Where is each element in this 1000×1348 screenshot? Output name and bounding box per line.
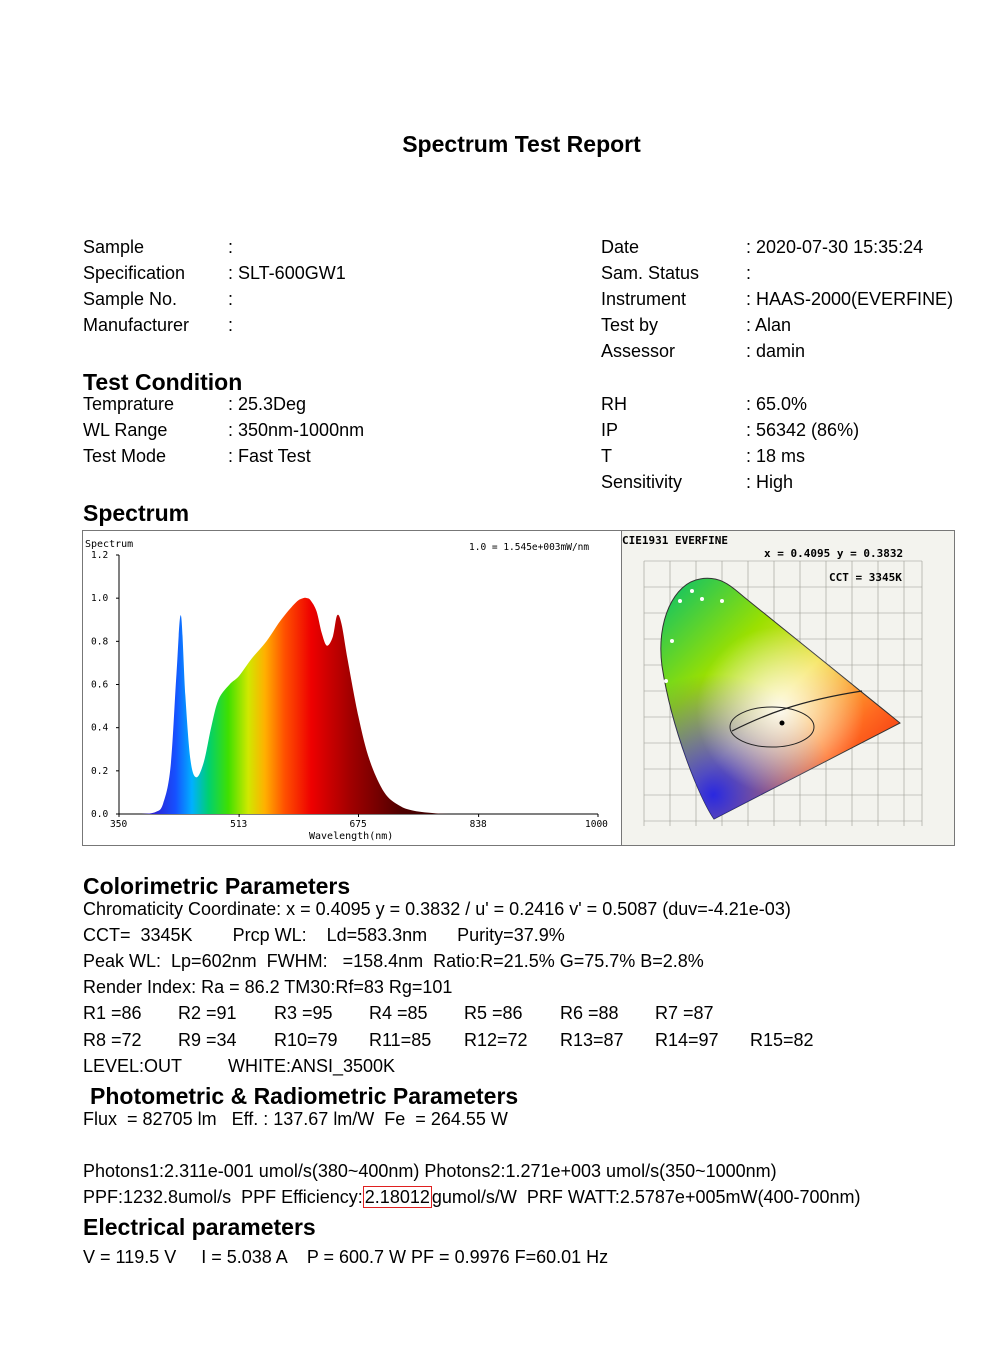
info-value: : — [228, 289, 234, 309]
ppf-suffix: gumol/s/W PRF WATT:2.5787e+005mW(400-700nm) — [431, 1187, 861, 1207]
cie-diagram-panel — [621, 530, 955, 846]
flux-line: Flux = 82705 lm Eff. : 137.67 lm/W Fe = 264.55 W — [83, 1109, 508, 1129]
info-label: Sample No. — [83, 289, 178, 309]
cie-cct: CCT = 3345K — [829, 571, 902, 584]
r-value: R9 =34 — [178, 1030, 237, 1050]
cie-coordinates: x = 0.4095 y = 0.3832 — [764, 547, 904, 560]
r-value: R2 =91 — [178, 1003, 237, 1023]
r-value: R11=85 — [369, 1030, 432, 1050]
white-value: WHITE:ANSI_3500K — [228, 1056, 396, 1076]
condition-label: IP — [601, 420, 619, 440]
cct-line: CCT= 3345K Prcp WL: Ld=583.3nm Purity=37.9% — [83, 925, 565, 945]
condition-value: : 25.3Deg — [228, 394, 307, 414]
chart-scale-note: 1.0 = 1.545e+003mW/nm — [469, 542, 590, 553]
y-tick-label: 0.6 — [91, 679, 109, 691]
report-title: Spectrum Test Report — [402, 131, 641, 157]
r-value: R7 =87 — [655, 1003, 714, 1023]
cie-white-region — [661, 578, 900, 819]
y-tick-label: 1.2 — [91, 550, 109, 561]
info-value: : — [746, 263, 752, 283]
x-tick-label: 675 — [349, 819, 367, 830]
spectrum-chart-panel — [82, 530, 623, 846]
y-tick-label: 1.0 — [91, 593, 109, 605]
x-axis-label: Wavelength(nm) — [309, 831, 394, 842]
condition-value: : 56342 (86%) — [746, 420, 860, 440]
condition-label: Sensitivity — [601, 472, 683, 492]
info-value: : HAAS-2000(EVERFINE) — [746, 289, 954, 309]
r-value: R3 =95 — [274, 1003, 333, 1023]
condition-label: T — [601, 446, 612, 466]
r-value: R6 =88 — [560, 1003, 619, 1023]
photometric-heading: Photometric & Radiometric Parameters — [90, 1083, 519, 1109]
ppf-efficiency-highlight: 2.18012 — [364, 1187, 430, 1207]
ppf-line — [83, 1187, 861, 1208]
cie-diagram — [622, 531, 954, 845]
condition-value: : 350nm-1000nm — [228, 420, 365, 440]
info-value: : Alan — [746, 315, 792, 335]
render-index-line: Render Index: Ra = 86.2 TM30:Rf=83 Rg=101 — [83, 977, 453, 997]
spectrum-curve — [119, 598, 451, 814]
spectrum-heading: Spectrum — [83, 500, 190, 526]
condition-label: RH — [601, 394, 627, 414]
electrical-line: V = 119.5 V I = 5.038 A P = 600.7 W PF = 0.9976 F=60.01 Hz — [83, 1247, 609, 1267]
r-value: R14=97 — [655, 1030, 719, 1050]
chart-title: Spectrum — [85, 539, 134, 550]
info-value: : SLT-600GW1 — [228, 263, 346, 283]
info-label: Test by — [601, 315, 659, 335]
r-value: R13=87 — [560, 1030, 624, 1050]
condition-value: : 65.0% — [746, 394, 808, 414]
cie-title: CIE1931 EVERFINE — [622, 534, 728, 547]
x-tick-label: 350 — [110, 819, 128, 830]
r-value: R8 =72 — [83, 1030, 142, 1050]
info-value: : damin — [746, 341, 806, 361]
info-value: : — [228, 237, 234, 257]
r-value: R12=72 — [464, 1030, 528, 1050]
info-label: Date — [601, 237, 640, 257]
r-value: R4 =85 — [369, 1003, 428, 1023]
r-value: R1 =86 — [83, 1003, 142, 1023]
condition-label: Test Mode — [83, 446, 167, 466]
info-label: Instrument — [601, 289, 687, 309]
peak-line: Peak WL: Lp=602nm FWHM: =158.4nm Ratio:R=21.5% G=75.7% B=2.8% — [83, 951, 704, 971]
info-label: Sample — [83, 237, 145, 257]
chromaticity-line: Chromaticity Coordinate: x = 0.4095 y = 0.3832 / u' = 0.2416 v' = 0.5087 (duv=-4.21e-03) — [83, 899, 791, 919]
ppf-prefix: PPF:1232.8umol/s PPF Efficiency: — [83, 1187, 363, 1207]
y-tick-label: 0.2 — [91, 765, 109, 777]
x-tick-label: 513 — [230, 819, 248, 830]
info-label: Assessor — [601, 341, 676, 361]
condition-value: : 18 ms — [746, 446, 806, 466]
info-label: Manufacturer — [83, 315, 190, 335]
condition-value: : High — [746, 472, 794, 492]
level-value: LEVEL:OUT — [83, 1056, 183, 1076]
test-condition-heading: Test Condition — [83, 369, 243, 395]
condition-label: Temprature — [83, 394, 175, 414]
photons-line: Photons1:2.311e-001 umol/s(380~400nm) Photons2:1.271e+003 umol/s(350~1000nm) — [83, 1161, 777, 1181]
info-label: Sam. Status — [601, 263, 700, 283]
info-label: Specification — [83, 263, 186, 283]
condition-value: : Fast Test — [228, 446, 311, 466]
colorimetric-heading: Colorimetric Parameters — [83, 873, 351, 899]
info-value: : 2020-07-30 15:35:24 — [746, 237, 924, 257]
info-value: : — [228, 315, 234, 335]
x-tick-label: 1000 — [585, 819, 608, 830]
spectrum-chart — [83, 531, 622, 845]
sample-point — [780, 721, 785, 726]
condition-label: WL Range — [83, 420, 168, 440]
r-value: R15=82 — [750, 1030, 814, 1050]
x-tick-label: 838 — [469, 819, 487, 830]
y-tick-label: 0.0 — [91, 809, 109, 820]
r-value: R5 =86 — [464, 1003, 523, 1023]
r-value: R10=79 — [274, 1030, 338, 1050]
electrical-heading: Electrical parameters — [83, 1214, 316, 1240]
y-tick-label: 0.4 — [91, 722, 109, 734]
y-tick-label: 0.8 — [91, 636, 109, 648]
